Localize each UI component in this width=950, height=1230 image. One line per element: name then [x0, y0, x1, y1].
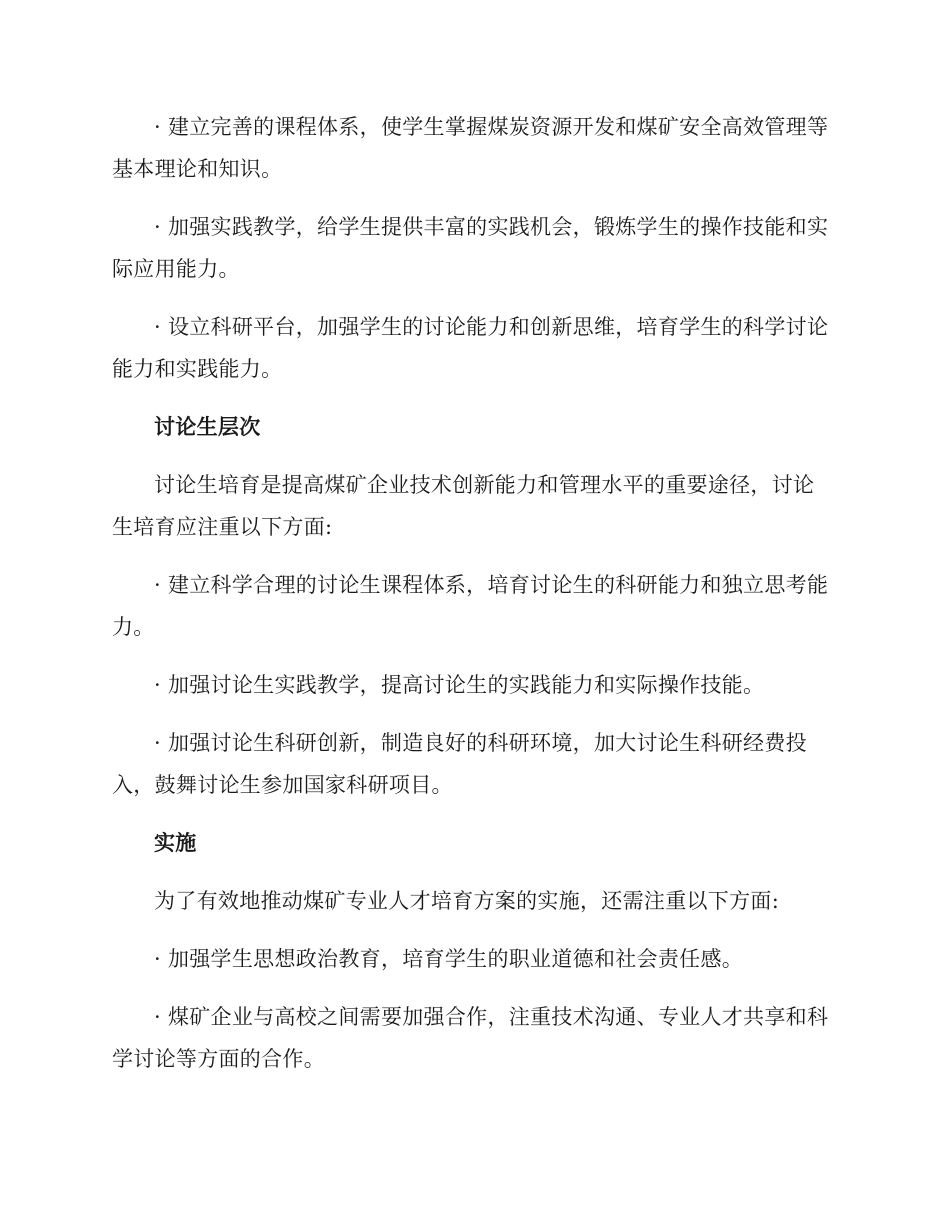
bullet-enterprise-cooperation: · 煤矿企业与高校之间需要加强合作，注重技术沟通、专业人才共享和科学讨论等方面的合作。: [112, 1005, 829, 1071]
section-heading-graduate: 讨论生层次: [154, 415, 261, 439]
bullet-ideological-education: · 加强学生思想政治教育，培育学生的职业道德和社会责任感。: [154, 947, 744, 971]
section-heading-implementation: 实施: [154, 831, 197, 855]
bullet-course-system: · 建立完善的课程体系，使学生掌握煤炭资源开发和煤矿安全高效管理等基本理论和知识。: [112, 115, 829, 181]
bullet-graduate-research: · 加强讨论生科研创新，制造良好的科研环境，加大讨论生科研经费投入，鼓舞讨论生参加国家科研项目。: [112, 731, 807, 797]
graduate-intro-paragraph: 讨论生培育是提高煤矿企业技术创新能力和管理水平的重要途径，讨论生培育应注重以下方面:: [112, 473, 815, 539]
bullet-research-platform: · 设立科研平台，加强学生的讨论能力和创新思维，培育学生的科学讨论能力和实践能力。: [112, 315, 829, 381]
bullet-practice-teaching: · 加强实践教学，给学生提供丰富的实践机会，锻炼学生的操作技能和实际应用能力。: [112, 215, 829, 281]
bullet-graduate-practice: · 加强讨论生实践教学，提高讨论生的实践能力和实际操作技能。: [154, 673, 765, 697]
document-page: [112, 106, 832, 1096]
bullet-graduate-curriculum: · 建立科学合理的讨论生课程体系，培育讨论生的科研能力和独立思考能力。: [112, 573, 829, 639]
implementation-intro-paragraph: 为了有效地推动煤矿专业人才培育方案的实施，还需注重以下方面:: [154, 889, 780, 913]
